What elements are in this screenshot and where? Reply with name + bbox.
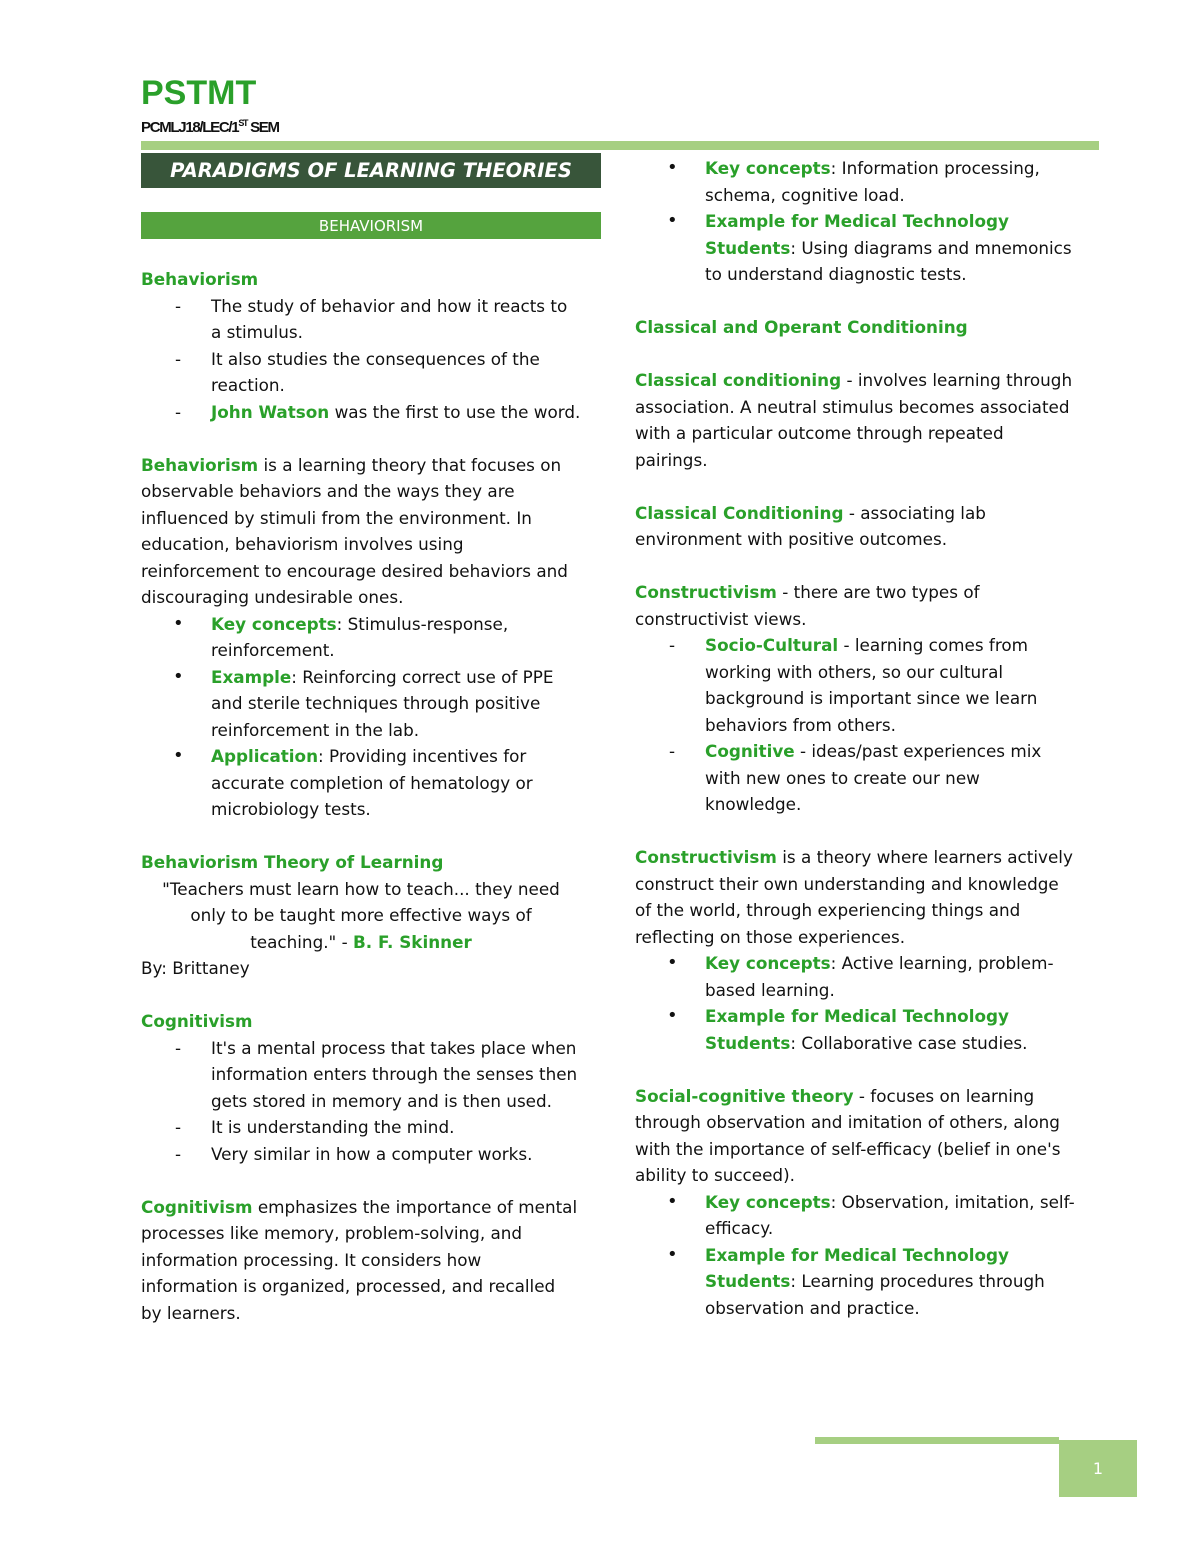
- conditioning-heading: Classical and Operant Conditioning: [635, 317, 968, 337]
- bullet-text: : Learning procedures through observation and practice.: [705, 1271, 1045, 1318]
- behaviorism-heading: Behaviorism: [141, 269, 259, 289]
- list-item: [635, 632, 1075, 738]
- brand-title: PSTMT: [141, 74, 257, 112]
- page-title: PARADIGMS OF LEARNING THEORIES: [141, 153, 601, 188]
- quote-text: teaching." -: [250, 931, 353, 952]
- paragraph-text: emphasizes the importance of mental processes like memory, problem-solving, and information processing. It considers how information is organized, processed, and recalled by learners.: [141, 1196, 578, 1323]
- list-item: - Very similar in how a computer works.: [141, 1141, 581, 1168]
- paragraph: [635, 844, 1075, 950]
- bullet-label: Key concepts: [705, 953, 831, 973]
- paragraph: [141, 452, 581, 611]
- top-rule: [141, 141, 1099, 150]
- bullet-item: [635, 1242, 1075, 1322]
- term: Cognitivism: [141, 1196, 253, 1217]
- paragraph: [141, 1194, 581, 1327]
- paragraph: [635, 579, 1075, 632]
- term: Constructivism: [635, 582, 777, 602]
- section-bar: BEHAVIORISM: [141, 212, 601, 239]
- list-item: - It also studies the consequences of the reaction.: [141, 346, 581, 399]
- course-prefix: PCMLJ18/LEC/1: [141, 119, 239, 136]
- bullet-item: [141, 664, 581, 744]
- paragraph-text: - there are two types of constructivist views.: [635, 582, 980, 629]
- quote-author: B. F. Skinner: [353, 931, 472, 952]
- by-line: By: Brittaney: [141, 958, 250, 978]
- item-text: - ideas/past experiences mix with new ones to create our new knowledge.: [705, 741, 1042, 814]
- quote-line: "Teachers must learn how to teach... they need: [162, 878, 560, 899]
- list-item: - It is understanding the mind.: [141, 1114, 581, 1141]
- list-item: - The study of behavior and how it reacts to a stimulus.: [141, 293, 581, 346]
- term: Social-cognitive theory: [635, 1085, 854, 1106]
- item-text: was the first to use the word.: [329, 401, 581, 422]
- bullet-label: Key concepts: [211, 613, 337, 634]
- paragraph-text: is a theory where learners actively construct their own understanding and knowledge of the world, through experiencing things and reflecting on those experiences.: [635, 847, 1073, 947]
- term: John Watson: [211, 401, 330, 422]
- bullet-item: [141, 611, 581, 664]
- bullet-label: Example for Medical Technology Students: [705, 1244, 1009, 1291]
- bullet-text: : Reinforcing correct use of PPE and sterile techniques through positive reinforcement in the lab.: [211, 666, 554, 740]
- bullet-item: [635, 1189, 1075, 1242]
- bullet-label: Example for Medical Technology Students: [705, 1006, 1009, 1053]
- paragraph: [635, 500, 1075, 553]
- term: Classical conditioning: [635, 370, 842, 390]
- bullet-label: Application: [211, 746, 319, 766]
- bullet-text: : Collaborative case studies.: [790, 1032, 1028, 1053]
- course-code: [141, 118, 279, 136]
- term: Cognitive: [705, 741, 795, 761]
- quote-line: [141, 929, 581, 956]
- paragraph-text: - involves learning through association. A neutral stimulus becomes associated with a particular outcome through repeated pairings.: [635, 370, 1073, 470]
- term: Behaviorism: [141, 454, 259, 475]
- course-suffix: SEM: [247, 119, 279, 136]
- page-number: 1: [1059, 1440, 1137, 1497]
- bullet-text: : Active learning, problem-based learning.: [705, 953, 1054, 1000]
- list-item: [141, 399, 581, 426]
- bottom-rule: [815, 1437, 1059, 1444]
- paragraph: [635, 1083, 1075, 1189]
- item-text: - learning comes from working with others, so our cultural background is important since we learn behaviors from others.: [705, 635, 1038, 735]
- bullet-item: [635, 1003, 1075, 1056]
- term: Socio-Cultural: [705, 635, 839, 655]
- bullet-item: [635, 950, 1075, 1003]
- paragraph-text: - focuses on learning through observation and imitation of others, along with the importance of self-efficacy (belief in one's ability to succeed).: [635, 1085, 1061, 1185]
- right-column: [635, 155, 1075, 1321]
- bullet-item: [635, 208, 1075, 288]
- paragraph-text: is a learning theory that focuses on observable behaviors and the ways they are influenced by stimuli from the environment. In education, behaviorism involves using reinforcement to encourage desired behaviors and discouraging undesirable ones.: [141, 454, 568, 607]
- term: Classical Conditioning: [635, 502, 844, 523]
- bullet-text: : Observation, imitation, self-efficacy.: [705, 1191, 1075, 1238]
- bullet-label: Example for Medical Technology Students: [705, 211, 1009, 258]
- left-column: [141, 266, 581, 1326]
- list-item: - It's a mental process that takes place when information enters through the senses then gets stored in memory and is then used.: [141, 1035, 581, 1115]
- paragraph-text: - associating lab environment with positive outcomes.: [635, 502, 986, 549]
- bullet-text: : Stimulus-response, reinforcement.: [211, 613, 509, 660]
- bullet-label: Example: [211, 666, 292, 687]
- paragraph: [635, 367, 1075, 473]
- bullet-text: : Providing incentives for accurate completion of hematology or microbiology tests.: [211, 746, 533, 819]
- bullet-item: [141, 743, 581, 823]
- theory-heading: Behaviorism Theory of Learning: [141, 852, 444, 872]
- cognitivism-heading: Cognitivism: [141, 1011, 253, 1031]
- bullet-item: [635, 155, 1075, 208]
- list-item: [635, 738, 1075, 818]
- quote-line: only to be taught more effective ways of: [190, 905, 532, 925]
- bullet-text: : Using diagrams and mnemonics to understand diagnostic tests.: [705, 237, 1072, 284]
- course-sup: ST: [238, 118, 248, 128]
- term: Constructivism: [635, 847, 777, 867]
- bullet-text: : Information processing, schema, cognitive load.: [705, 158, 1040, 205]
- bullet-label: Key concepts: [705, 158, 831, 178]
- bullet-label: Key concepts: [705, 1191, 831, 1212]
